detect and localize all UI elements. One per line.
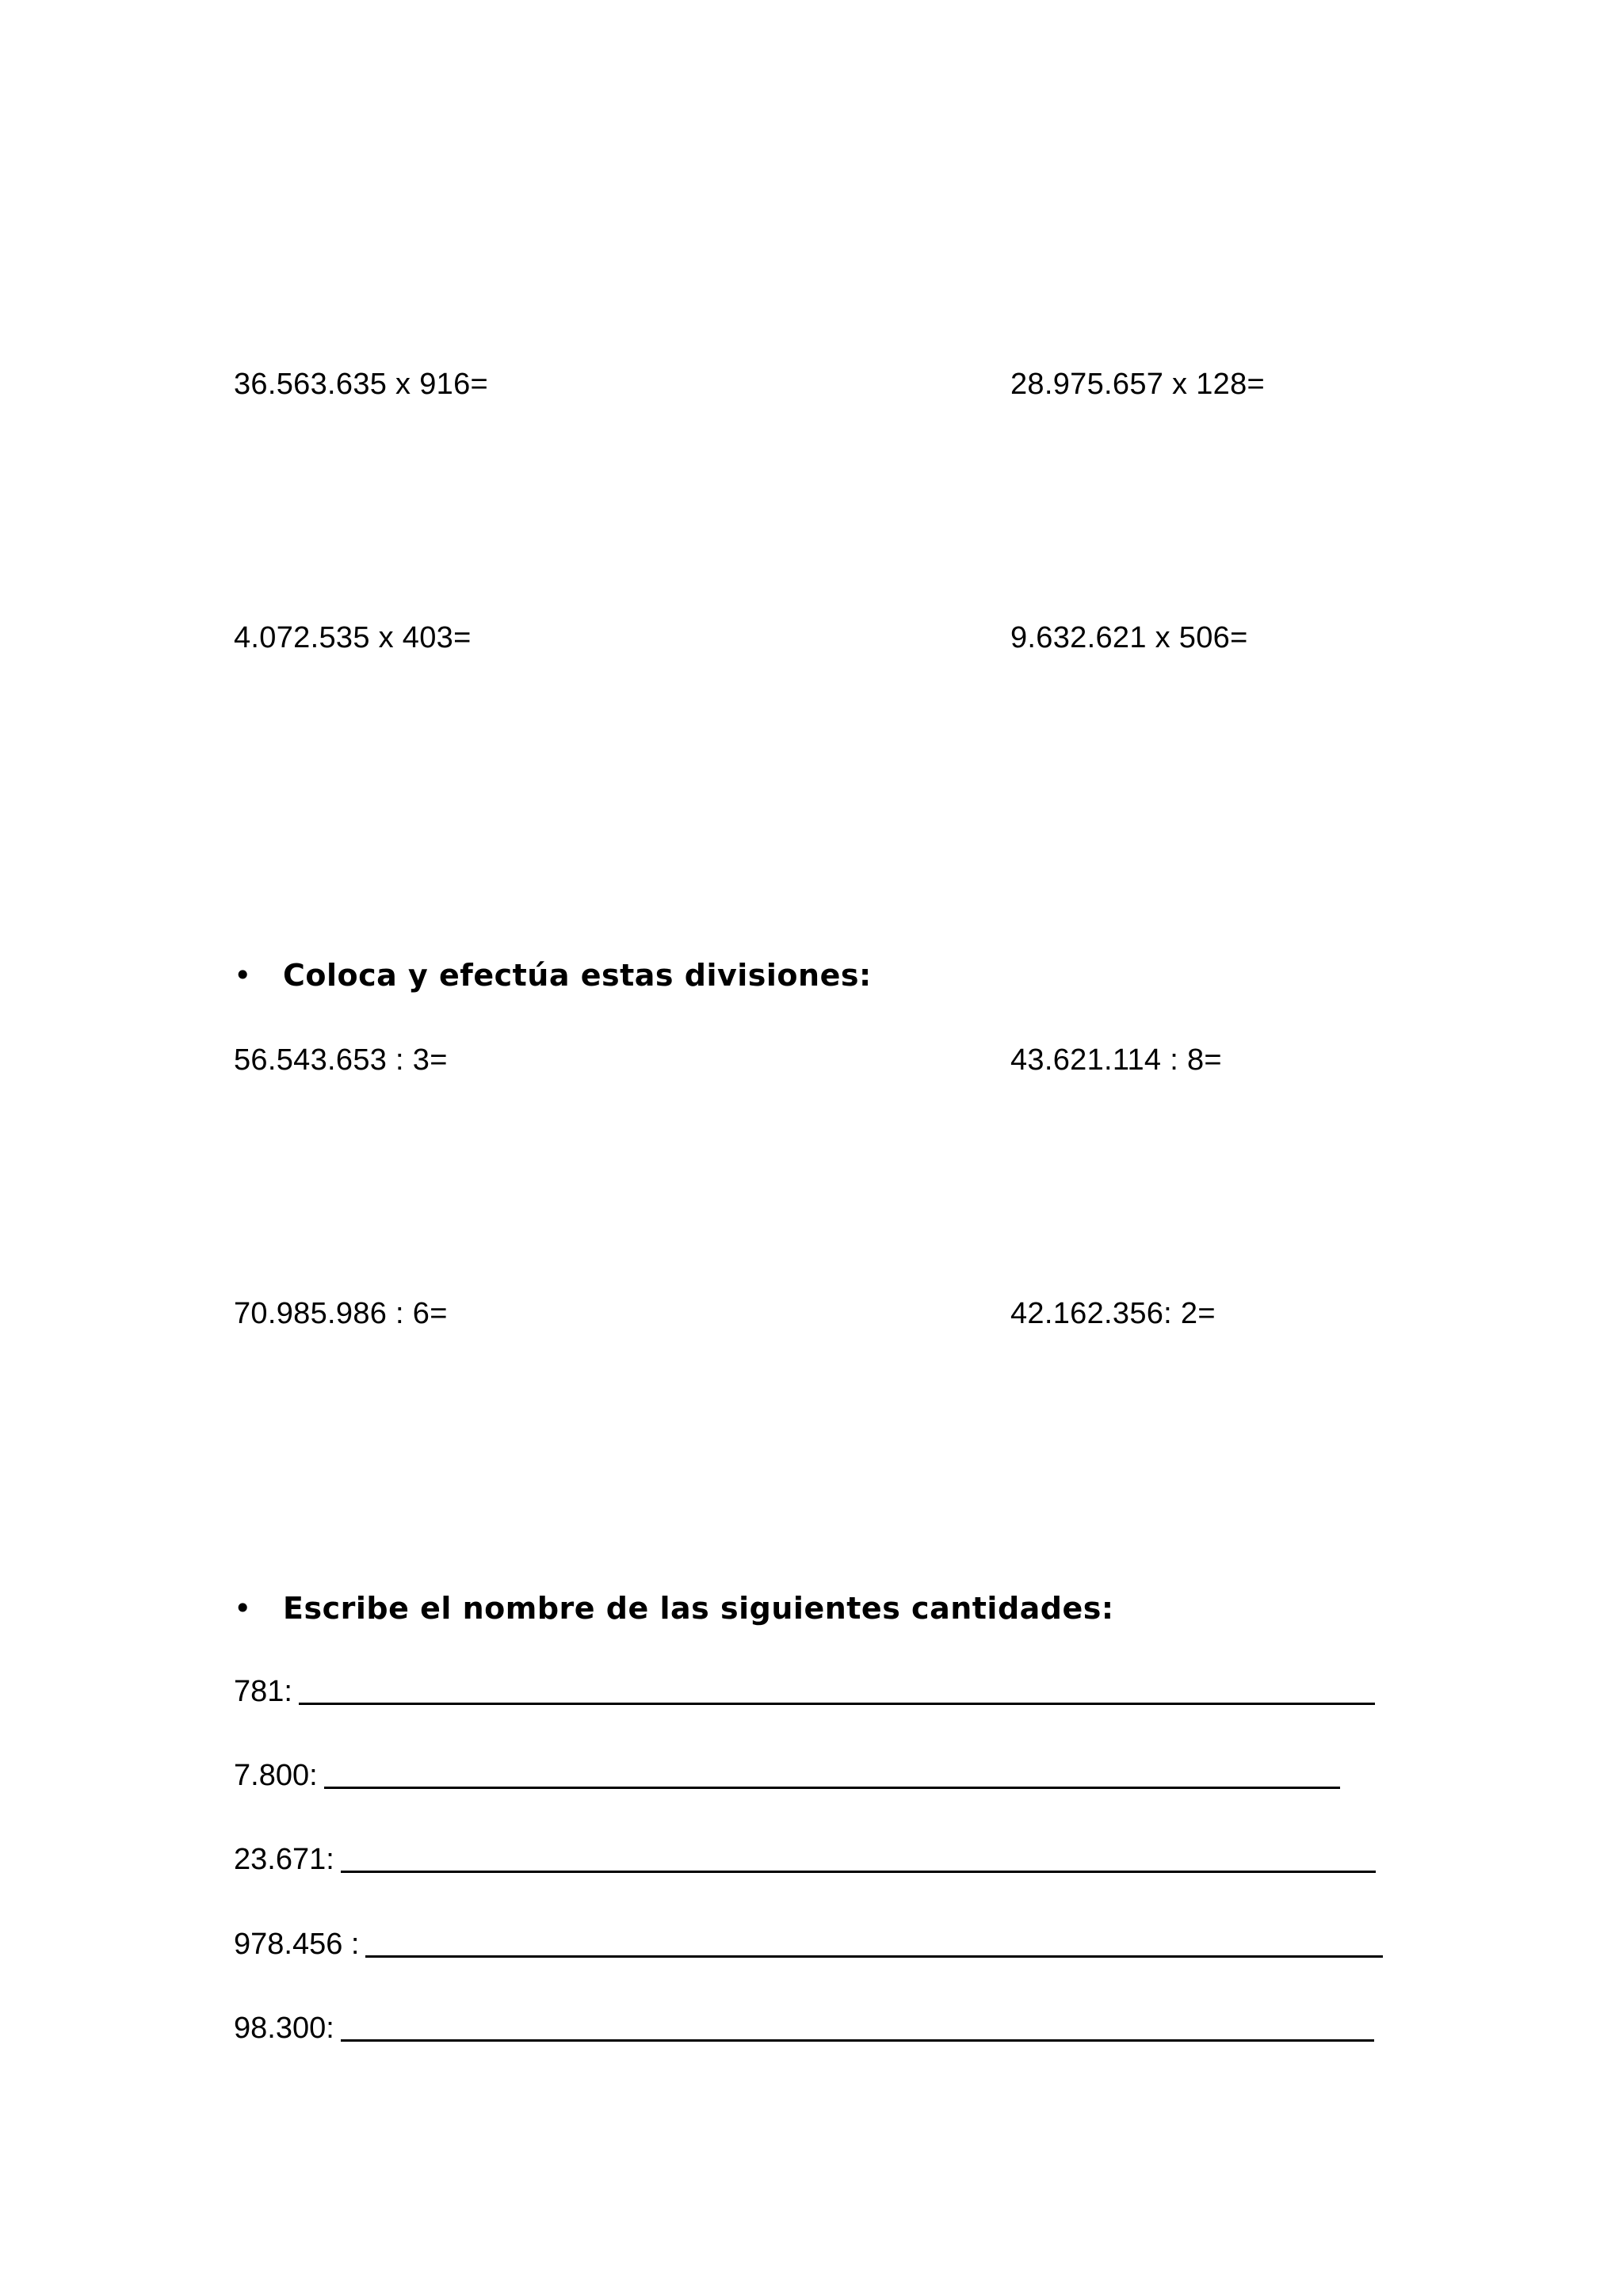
names-heading-text: Escribe el nombre de las siguientes cantidades: [283, 1591, 1114, 1626]
quantity-name-row [234, 1670, 1375, 1710]
answer-line[interactable] [341, 1871, 1376, 1873]
quantity-name-row [234, 1754, 1340, 1794]
division-3: 70.985.986 : 6= [234, 1297, 448, 1330]
quantity-label: 978.456 : [234, 1928, 360, 1961]
quantity-label: 781: [234, 1675, 292, 1708]
quantity-label: 98.300: [234, 2012, 334, 2045]
bullet-icon: • [234, 1591, 252, 1626]
quantity-label: 23.671: [234, 1843, 334, 1876]
quantity-name-row [234, 2007, 1374, 2046]
answer-line[interactable] [299, 1703, 1375, 1705]
division-1: 56.543.653 : 3= [234, 1043, 448, 1077]
divisions-heading-text: Coloca y efectúa estas divisiones: [283, 958, 872, 993]
division-4: 42.162.356: 2= [1010, 1297, 1216, 1330]
quantity-name-row [234, 1838, 1376, 1878]
answer-line[interactable] [324, 1787, 1340, 1789]
multiplication-2: 28.975.657 x 128= [1010, 368, 1265, 401]
answer-line[interactable] [365, 1955, 1383, 1958]
divisions-heading [234, 957, 872, 994]
multiplication-1: 36.563.635 x 916= [234, 368, 488, 401]
multiplication-3: 4.072.535 x 403= [234, 621, 472, 654]
multiplication-4: 9.632.621 x 506= [1010, 621, 1248, 654]
quantity-name-row [234, 1923, 1383, 1962]
answer-line[interactable] [341, 2039, 1374, 2042]
bullet-icon: • [234, 958, 252, 993]
division-2: 43.621.114 : 8= [1010, 1043, 1222, 1077]
quantity-label: 7.800: [234, 1759, 318, 1792]
names-heading [234, 1590, 1114, 1627]
